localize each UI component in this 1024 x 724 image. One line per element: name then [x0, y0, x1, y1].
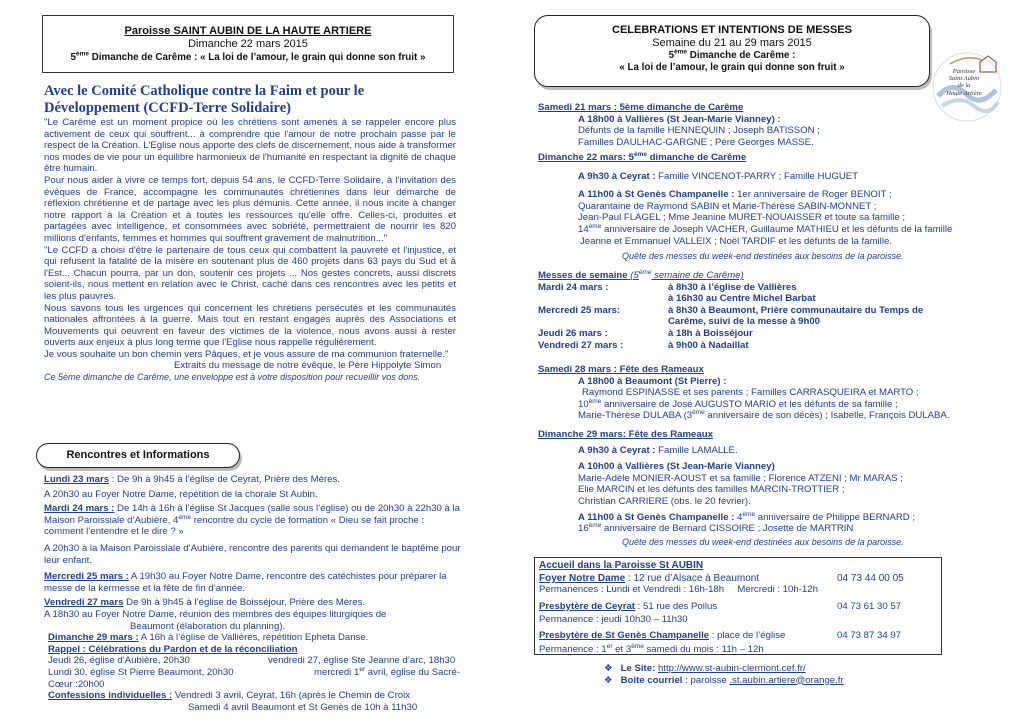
- celebrations-sunday: 5ème Dimanche de Carême :: [668, 48, 796, 61]
- article-p1: "Le Carême est un moment propice où les chrétiens sont amenés à se rappeler encore plus activement de ceux qui souffrent... à comprendre que l'amour de notre prochain passe par le respect de la Création. L'Eglise nous apporte des clefs de discernement, nous aide à transformer nos modes de vie pour un équilibre harmonieux de l'humanité en respectant la dignité de chaque être humain.: [44, 117, 456, 175]
- dimanche22-head: Dimanche 22 mars: 5ème dimanche de Carême: [538, 150, 747, 163]
- article-p3: "Le CCFD a choisi d'être le partenaire de tous ceux qui combattent la pauvreté et l'injustice, et qui refusent la fatalité de la misère en soutenant plus de 460 projets dans 63 pays du Sud et à l'Est... Chacun pourra, par un don, soutenir ces projets ... Nos gestes concrets, aussi discrets soient-ils, nous mettent en relation avec le Christ, caché dans ces rencontres avec les petits et les plus pauvres.: [44, 244, 456, 302]
- semaine-row: [538, 340, 978, 352]
- rappel-row-2: Lundi 30, église St Pierre Beaumont, 20h30 mercredi 1er avril, église du Sacré-: [48, 665, 461, 678]
- dimanche22-l2: Jean-Paul FLAGEL ; Mme Jeanine MURET-NOUAISSER et toute sa famille ;: [578, 212, 906, 224]
- article-body: [44, 117, 456, 384]
- dimanche22-section: [538, 152, 998, 263]
- semaine-text: à 8h30 à l’église de Vallières: [668, 281, 797, 293]
- rappel-row-1: Jeudi 26, église d’Aubière, 20h30 vendredi 27, église Ste Jeanne d’arc, 18h30: [48, 655, 456, 667]
- samedi28-head: Samedi 28 mars : Fête des Rameaux: [538, 364, 704, 375]
- semaine-text: à 9h00 à Nadaillat: [668, 339, 749, 351]
- left-header-box: [42, 15, 454, 73]
- semaine-row: [538, 282, 978, 294]
- ceyrat-row: Presbytère de Ceyrat : 51 rue des Poilus 04 73 61 30 57: [539, 600, 902, 612]
- foyer-perm: Permanences : Lundi et Vendredi : 16h-18h Mercredi : 10h-12h: [539, 584, 818, 596]
- dimanche29-l3: Christian CARRIERE (obs. le 20 février).: [578, 495, 751, 507]
- rencontres-list: [44, 474, 462, 713]
- dimanche29-l4: 16ème anniversaire de Bernard CISSOIRE ; Josette de MARTRIN: [578, 521, 854, 535]
- foyer-row: Foyer Notre Dame : 12 rue d’Alsace à Beaumont 04 73 44 00 05: [539, 572, 904, 584]
- dimanche22-l3: 14ème anniversaire de Joseph VACHER, Guillaume MATHIEU et les défunts de la famille: [578, 222, 953, 235]
- site-link[interactable]: http://www.st-aubin-clermont.cef.fr/: [657, 663, 806, 674]
- accueil-title: Accueil dans la Paroisse St AUBIN: [539, 560, 704, 571]
- footer-links: [604, 663, 964, 686]
- semaine-day: Mardi 24 mars :: [538, 281, 609, 293]
- samedi21-section: [538, 102, 978, 148]
- samedi21-sub: A 18h00 à Vallières (St Jean-Marie Vianney) :: [578, 113, 781, 125]
- dimanche22-quete: Quête des messes du week-end destinées aux besoins de la paroisse.: [622, 251, 904, 262]
- semaine-row: [538, 316, 978, 328]
- article-note: Ce 5ème dimanche de Carême, une enveloppe est à votre disposition pour recueillir vos dons.: [44, 372, 421, 383]
- vendredi27-b: A 18h30 au Foyer Notre Dame, réunion des membres des équipes liturgiques de: [44, 608, 387, 620]
- article-signature: Extraits du message de notre évêque, le Père Hippolyte Simon: [174, 360, 442, 372]
- semaine-text: à 18h à Boisséjour: [668, 327, 753, 339]
- dimanche29-l1: Marie-Adèle MONIER-AOUST et sa famille ; Florence ATZENI ; Mr MARAS ;: [578, 472, 903, 484]
- confessions: Confessions individuelles : Vendredi 3 avril, Ceyrat, 16h (après le Chemin de Croix: [48, 690, 411, 702]
- mail-link[interactable]: .st.aubin.artiere@orange.fr: [729, 674, 844, 686]
- samedi28-sub: A 18h00 à Beaumont (St Pierre) :: [578, 375, 727, 387]
- dimanche22-sg: A 11h00 à St Genès Champanelle : 1er anniversaire de Roger BENOIT ;: [578, 189, 892, 201]
- semaine-rows: [538, 282, 978, 352]
- sg-perm: Permanence : 1er et 3ème samedi du mois : 11h – 12h: [539, 642, 764, 655]
- samedi28-l3: Marie-Thérèse DULABA (3ème anniversaire de son décès) ; Isabelle, François DULABA.: [578, 409, 950, 422]
- semaine-section: [538, 270, 978, 351]
- sg-row: Presbytère de St Genès Champanelle : place de l’église 04 73 87 34 97: [539, 629, 902, 641]
- samedi21-l2: Familles DAULHAC-GARGNE ; Père Georges MASSE.: [578, 136, 814, 148]
- semaine-day: Vendredi 27 mars :: [538, 339, 624, 351]
- semaine-head: Messes de semaine (5ème semaine de Carême): [538, 268, 744, 281]
- bullet-icon: ❖: [604, 674, 613, 686]
- dimanche29-vall: A 10h00 à Vallières (St Jean-Marie Vianney): [578, 461, 775, 473]
- dimanche29-head: Dimanche 29 mars: Fête des Rameaux: [538, 429, 713, 440]
- header-sunday: 5ème Dimanche de Carême : « La loi de l’amour, le grain qui donne son fruit »: [70, 50, 426, 63]
- semaine-day: Mercredi 25 mars:: [538, 304, 621, 316]
- dimanche29-sg: A 11h00 à St Genès Champanelle : 4ème anniversaire de Philippe BERNARD ;: [578, 510, 916, 523]
- samedi21-l1: Défunts de la famille HENNEQUIN ; Joseph BATISSON ;: [578, 125, 820, 137]
- celebrations-week: Semaine du 21 au 29 mars 2015: [652, 37, 812, 49]
- header-date: Dimanche 22 mars 2015: [188, 38, 308, 50]
- semaine-row: [538, 305, 978, 317]
- celebrations-theme: « La loi de l’amour, le grain qui donne son fruit »: [619, 62, 845, 73]
- rencontres-heading: Rencontres et Informations: [36, 443, 240, 468]
- site-row: ❖ Le Site: http://www.st-aubin-clermont.cef.fr/: [604, 663, 806, 674]
- bullet-icon: ❖: [604, 663, 613, 674]
- mardi24: Mardi 24 mars : De 14h à 16h à l’église St Jacques (salle sous l’église) ou de 20h30 à 22h30 à la Maison Paroissiale d’Aubière, 4ème rencontre du cycle de formation « Dieu se fait proche : comment l’entendre et le dire ? »: [44, 503, 460, 538]
- confessions-2: Samedi 4 avril Beaumont et St Genès de 10h à 11h30: [188, 701, 418, 713]
- semaine-text: à 16h30 au Centre Michel Barbat: [668, 293, 816, 305]
- dimanche29: Dimanche 29 mars : A 16h à l’église de Vallières, répétition Epheta Danse.: [48, 632, 369, 644]
- accueil-box: [534, 557, 942, 655]
- semaine-row: [538, 293, 978, 305]
- dimanche22-ceyrat: A 9h30 à Ceyrat : Famille VINCENOT-PARRY ; Famille HUGUET: [578, 170, 859, 182]
- article-title: Avec le Comité Catholique contre la Faim et pour le Développement (CCFD-Terre Solidaire): [44, 83, 365, 116]
- mail-row: ❖ Boite courriel : paroisse .st.aubin.artiere@orange.fr: [604, 674, 844, 686]
- dimanche29-section: [538, 429, 998, 548]
- dimanche29-ceyrat: A 9h30 à Ceyrat : Famille LAMALLE.: [578, 444, 738, 456]
- lundi23-b: A 20h30 au Foyer Notre Dame, répétition de la chorale St Aubin.: [44, 488, 318, 500]
- samedi21-head: Samedi 21 mars : 5ème dimanche de Carême: [538, 102, 744, 113]
- mardi24-b: A 20h30 à la Maison Paroissiale d’Aubière, rencontre des parents qui demandent le baptême pour leur enfant.: [44, 542, 461, 566]
- mercredi25: Mercredi 25 mars : A 19h30 au Foyer Notre Dame, rencontre des catéchistes pour préparer la messe de la kermesse et la fête de fin d’année.: [44, 571, 447, 594]
- dimanche22-l4: Jeanne et Emmanuel VALLEIX ; Noël TARDIF et les défunts de la famille.: [580, 235, 892, 247]
- dimanche29-quete: Quête des messes du week-end destinées aux besoins de la paroisse.: [622, 536, 904, 547]
- ceyrat-perm: Permanence : jeudi 10h30 – 11h30: [539, 614, 688, 626]
- semaine-day: Jeudi 26 mars :: [538, 327, 608, 339]
- dimanche22-l1: Quarantaine de Raymond SABIN et Marie-Thérèse SABIN-MONNET ;: [578, 200, 877, 212]
- article-p2: Pour nous aider à vivre ce temps fort, depuis 54 ans, le CCFD-Terre Solidaire, à l'invitation des évêques de France, accompagne les communautés chrétiennes dans leur démarche de réflexion chrétienne et de partage avec les plus démunis. Cette année, il nous incite à changer notre rapport à la Création et à toutes les ressources qu'elle offre. Celles-ci, produites et partagées avec intelligence, et consommées avec sobriété, permettraient de nourrir les 820 millions d'enfants, femmes et hommes qui souffrent gravement de malnutrition...": [44, 174, 456, 244]
- article-p4: Nous savons tous les urgences qui concernent les chrétiens persécutés et les communautés nationales affrontées à la guerre. Mais tout en restant engagés auprès des Associations et Mouvements qui oeuvrent en faveur des victimes de la violence, nous avons aussi à rester ouverts aux enjeux à plus long terme que l'Eglise nous rappelle régulièrement.: [44, 302, 456, 349]
- samedi28-l2: 10ème anniversaire de José AUGUSTO MARIO et les défunts de sa famille ;: [578, 397, 898, 410]
- semaine-text: à 8h30 à Beaumont, Prière communautaire du Temps de: [668, 304, 924, 316]
- celebrations-title: CELEBRATIONS ET INTENTIONS DE MESSES: [612, 24, 852, 36]
- vendredi27: Vendredi 27 mars De 9h à 9h45 à l’église de Boisséjour, Prière des Mères.: [44, 597, 366, 609]
- rappel-row-3: Cœur :20h00: [48, 678, 105, 690]
- semaine-text: Carême, suivi de la messe à 9h00: [668, 316, 820, 328]
- vendredi27-c: Beaumont (élaboration du planning).: [130, 620, 286, 632]
- samedi28-section: [538, 364, 998, 422]
- logo-text: Paroisse Saint Aubin de la Haute Artière: [946, 68, 982, 97]
- samedi28-l1: Raymond ESPINASSE et ses parents ; Familles CARRASQUEIRA et MARTO ;: [582, 387, 919, 399]
- semaine-row: [538, 328, 978, 340]
- rappel: Rappel : Célébrations du Pardon et de la réconciliation: [48, 643, 298, 655]
- right-header-box: [534, 15, 930, 87]
- article-p5: Je vous souhaite un bon chemin vers Pâques, et je vous assure de ma communion fraternelle.": [44, 348, 449, 360]
- parish-name: Paroisse SAINT AUBIN DE LA HAUTE ARTIERE: [124, 25, 372, 37]
- dimanche29-l2: Elie MARCIN et les défunts des familles MARCIN-TROTTIER ;: [578, 484, 845, 496]
- lundi23: Lundi 23 mars : De 9h à 9h45 à l’église de Ceyrat, Prière des Mères.: [44, 474, 340, 485]
